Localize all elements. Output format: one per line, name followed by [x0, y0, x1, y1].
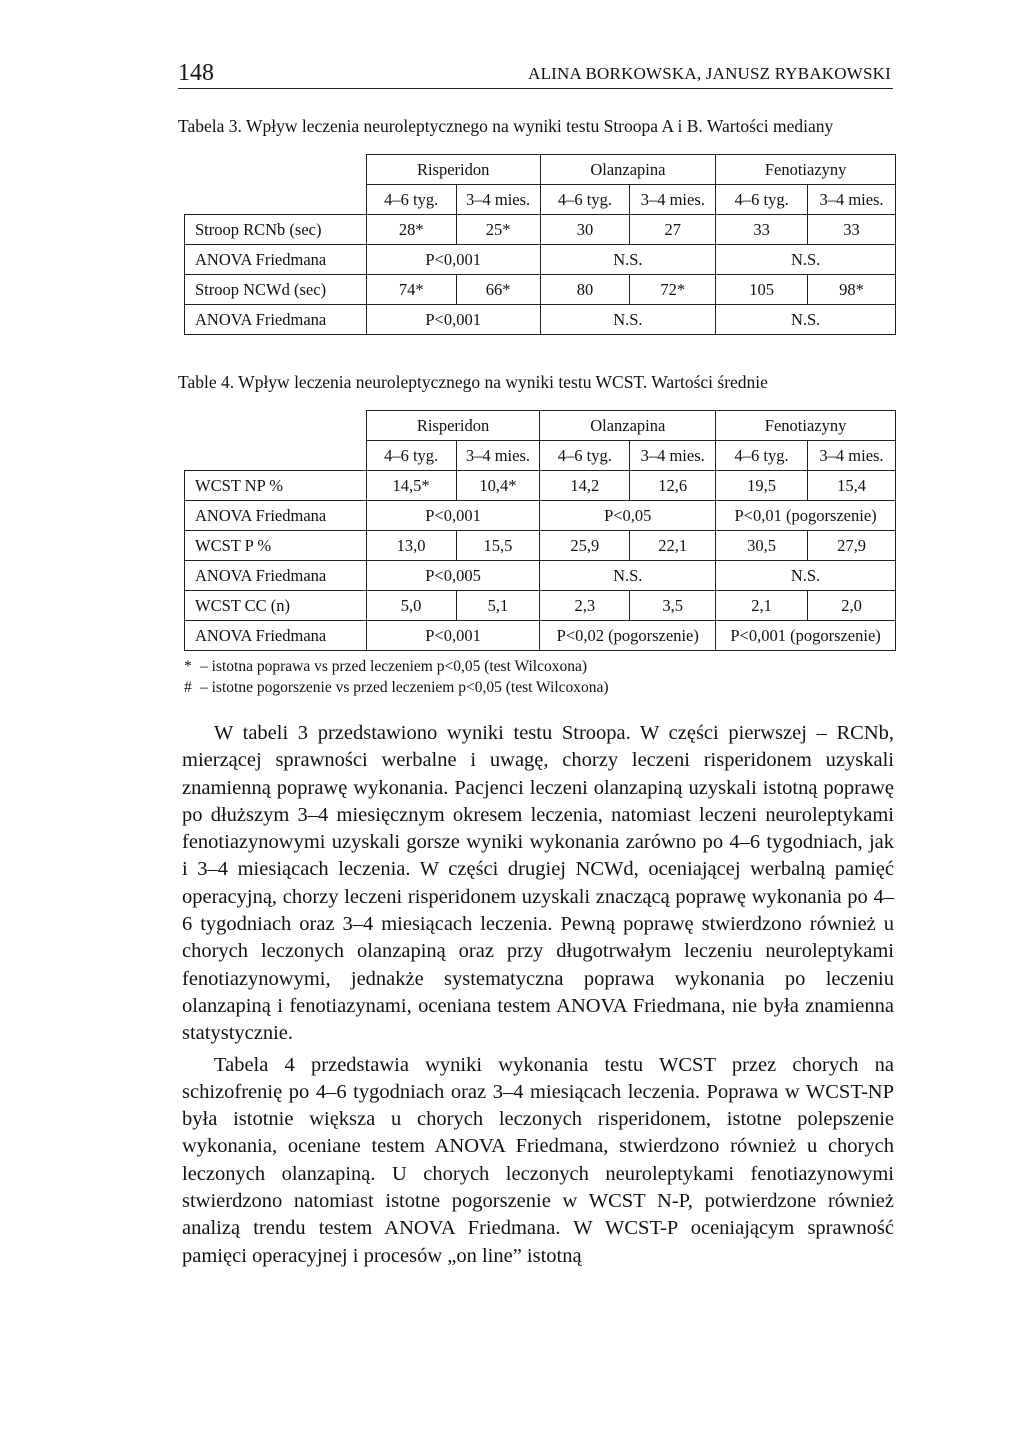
table3-row: [185, 245, 896, 275]
table-cell: 2,3: [540, 591, 630, 621]
table3: [184, 154, 896, 335]
table4-subheader: 3–4 mies.: [808, 441, 896, 471]
table3-subheader: 3–4 mies.: [808, 185, 896, 215]
anova-cell: P<0,001: [366, 305, 540, 335]
table4-group-header-row: [185, 411, 896, 441]
running-head-authors: ALINA BORKOWSKA, JANUSZ RYBAKOWSKI: [528, 64, 891, 83]
paragraph: Tabela 4 przedstawia wyniki wykonania testu WCST przez chorych na schizofrenię po 4–6 tygodniach oraz 3–4 miesiącach leczenia. Poprawa w WCST-NP była istotnie większa u chorych leczonych risperidonem, istotne polepszenie wykonania, oceniane testem ANOVA Friedmana, stwierdzono również u chorych leczonych olanzapiną. U chorych leczonych neuroleptykami fenotiazynowymi stwierdzono natomiast istotne pogorszenie w WCST N-P, potwierdzone również analizą trendu testem ANOVA Friedmana. W WCST-P oceniającym sprawność pamięci operacyjnej i procesów „on line” istotną: [182, 1053, 894, 1267]
table4-group-header: Fenotiazyny: [716, 411, 896, 441]
row-label: ANOVA Friedmana: [185, 621, 367, 651]
footnote-symbol: *: [184, 658, 192, 675]
table4-subheader: 4–6 tyg.: [540, 441, 630, 471]
footnote: [184, 656, 609, 677]
table3-group-header-row: [185, 155, 896, 185]
table4-group-header: Olanzapina: [540, 411, 716, 441]
table3-row: [185, 305, 896, 335]
table-cell: 72*: [630, 275, 716, 305]
row-label: ANOVA Friedmana: [185, 561, 367, 591]
row-label: ANOVA Friedmana: [185, 245, 367, 275]
table4-subheader: 3–4 mies.: [630, 441, 716, 471]
table4-row: [185, 621, 896, 651]
table-cell: 30,5: [716, 531, 808, 561]
table-cell: 15,5: [456, 531, 540, 561]
row-label: Stroop RCNb (sec): [185, 215, 367, 245]
anova-cell: P<0,01 (pogorszenie): [716, 501, 896, 531]
table4: [184, 410, 896, 651]
table-cell: 12,6: [630, 471, 716, 501]
table4-subheader: 3–4 mies.: [456, 441, 540, 471]
table4-row: [185, 531, 896, 561]
footnote-symbol: #: [184, 679, 192, 696]
table-cell: 80: [540, 275, 630, 305]
table3-group-header: Fenotiazyny: [716, 155, 896, 185]
anova-cell: P<0,005: [366, 561, 540, 591]
table3-group-header: Olanzapina: [540, 155, 716, 185]
page-number: 148: [178, 60, 214, 86]
table3-subheader: 4–6 tyg.: [716, 185, 808, 215]
anova-cell: N.S.: [716, 561, 896, 591]
table3-row: [185, 275, 896, 305]
table4-row: [185, 591, 896, 621]
table-cell: 25*: [456, 215, 540, 245]
table4-row: [185, 561, 896, 591]
row-label: WCST P %: [185, 531, 367, 561]
table-cell: 14,2: [540, 471, 630, 501]
table-cell: 22,1: [630, 531, 716, 561]
anova-cell: P<0,001: [366, 621, 540, 651]
row-label: ANOVA Friedmana: [185, 501, 367, 531]
footnote: [184, 677, 609, 698]
row-label: ANOVA Friedmana: [185, 305, 367, 335]
anova-cell: N.S.: [540, 305, 716, 335]
anova-cell: P<0,001: [366, 501, 540, 531]
row-label: WCST NP %: [185, 471, 367, 501]
running-head: [178, 58, 893, 89]
table-cell: 27,9: [808, 531, 896, 561]
table4-row: [185, 501, 896, 531]
anova-cell: P<0,001: [366, 245, 540, 275]
anova-cell: N.S.: [716, 305, 896, 335]
table-cell: 98*: [808, 275, 896, 305]
table3-group-header: Risperidon: [366, 155, 540, 185]
table4-subheader: 4–6 tyg.: [366, 441, 456, 471]
table4-caption: Table 4. Wpływ leczenia neuroleptycznego na wyniki testu WCST. Wartości średnie: [178, 372, 768, 392]
table-cell: 105: [716, 275, 808, 305]
table3-subheader: 3–4 mies.: [630, 185, 716, 215]
anova-cell: N.S.: [540, 561, 716, 591]
table4-subheader-row: [185, 441, 896, 471]
anova-cell: N.S.: [716, 245, 896, 275]
table-cell: 5,0: [366, 591, 456, 621]
table4-row: [185, 471, 896, 501]
row-label: WCST CC (n): [185, 591, 367, 621]
paragraph: W tabeli 3 przedstawiono wyniki testu Stroopa. W części pierwszej – RCNb, mierzącej sprawności werbalne i uwagę, chorzy leczeni risperidonem uzyskali znamienną poprawę wykonania. Pacjenci leczeni olanzapiną uzyskali istotną poprawę po dłuższym 3–4 miesięcznym okresem leczenia, natomiast leczeni neuroleptykami fenotiazynowymi uzyskali gorsze wyniki wykonania zarówno po 4–6 tygodniach, jak i 3–4 miesiącach leczenia. W części drugiej NCWd, oceniającej werbalną pamięć operacyjną, chorzy leczeni risperidonem uzyskali znaczącą poprawę wykonania po 4–6 tygodniach oraz 3–4 miesiącach leczenia. Pewną poprawę stwierdzono również u chorych leczonych olanzapiną oraz przy długotrwałym leczeniu neuroleptykami fenotiazynowymi, jednakże systematyczna poprawa wykonania po leczeniu olanzapiną i fenotiazynami, oceniana testem ANOVA Friedmana, nie była znamienna statystycznie.: [182, 722, 894, 1045]
table-cell: 14,5*: [366, 471, 456, 501]
table-cell: 28*: [366, 215, 456, 245]
table3-row: [185, 215, 896, 245]
table-cell: 25,9: [540, 531, 630, 561]
table4-subheader: 4–6 tyg.: [716, 441, 808, 471]
table-cell: 2,1: [716, 591, 808, 621]
row-label: Stroop NCWd (sec): [185, 275, 367, 305]
table3-caption: Tabela 3. Wpływ leczenia neuroleptycznego na wyniki testu Stroopa A i B. Wartości mediany: [178, 116, 834, 136]
table3-subheader-row: [185, 185, 896, 215]
table-cell: 27: [630, 215, 716, 245]
table-cell: 33: [716, 215, 808, 245]
table-cell: 30: [540, 215, 630, 245]
footnote-text: – istotna poprawa vs przed leczeniem p<0,05 (test Wilcoxona): [200, 658, 588, 675]
table-cell: 10,4*: [456, 471, 540, 501]
table-cell: 3,5: [630, 591, 716, 621]
anova-cell: N.S.: [540, 245, 716, 275]
table-cell: 74*: [366, 275, 456, 305]
table3-subheader: 4–6 tyg.: [540, 185, 630, 215]
table3-subheader: 3–4 mies.: [456, 185, 540, 215]
body-text: [182, 720, 894, 1274]
table-cell: 33: [808, 215, 896, 245]
table-cell: 66*: [456, 275, 540, 305]
anova-cell: P<0,05: [540, 501, 716, 531]
table-cell: 15,4: [808, 471, 896, 501]
anova-cell: P<0,02 (pogorszenie): [540, 621, 716, 651]
table-cell: 2,0: [808, 591, 896, 621]
table-cell: 5,1: [456, 591, 540, 621]
table3-subheader: 4–6 tyg.: [366, 185, 456, 215]
footnote-text: – istotne pogorszenie vs przed leczeniem p<0,05 (test Wilcoxona): [200, 679, 609, 696]
table-cell: 19,5: [716, 471, 808, 501]
footnotes: [184, 656, 609, 698]
table-cell: 13,0: [366, 531, 456, 561]
table4-group-header: Risperidon: [366, 411, 540, 441]
anova-cell: P<0,001 (pogorszenie): [716, 621, 896, 651]
